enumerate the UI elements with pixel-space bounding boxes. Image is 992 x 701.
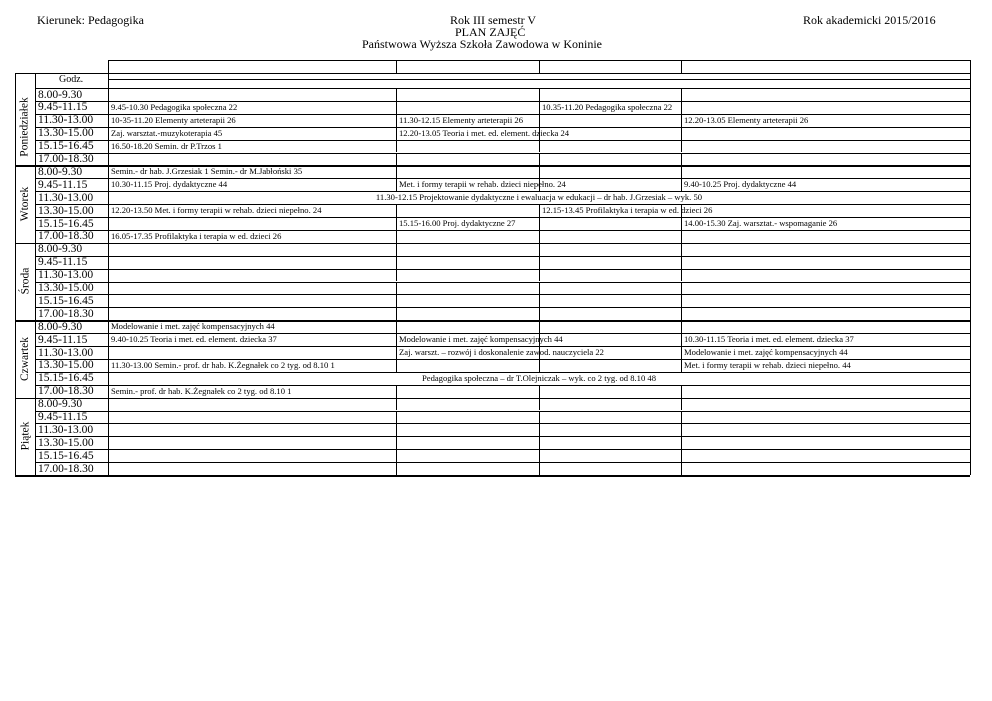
column-line xyxy=(681,333,682,346)
column-line xyxy=(396,320,397,333)
column-line xyxy=(396,230,397,243)
column-line xyxy=(396,153,397,166)
column-line xyxy=(539,230,540,243)
class-entry: 9.45-10.30 Pedagogika społeczna 22 xyxy=(111,101,238,112)
column-line xyxy=(681,385,682,398)
column-line xyxy=(681,256,682,269)
column-line xyxy=(539,256,540,269)
column-line xyxy=(396,411,397,424)
column-line xyxy=(681,140,682,153)
column-line xyxy=(681,320,682,333)
time-slot: 13.30-15.00 xyxy=(38,204,94,217)
column-line xyxy=(539,449,540,462)
column-line xyxy=(539,385,540,398)
class-entry: 12.15-13.45 Profilaktyka i terapia w ed. dzieci 26 xyxy=(542,205,713,216)
column-line xyxy=(539,423,540,436)
column-line xyxy=(681,436,682,449)
row-line xyxy=(35,269,970,270)
row-line xyxy=(35,436,970,437)
column-line xyxy=(396,101,397,114)
time-slot: 17.00-18.30 xyxy=(38,153,94,165)
column-line xyxy=(396,333,397,346)
column-line xyxy=(681,359,682,372)
time-slot: 8.00-9.30 xyxy=(38,398,83,411)
field-of-study: Kierunek: Pedagogika xyxy=(37,13,144,27)
class-entry: 9.40-10.25 Proj. dydaktyczne 44 xyxy=(684,179,797,190)
column-line xyxy=(396,385,397,398)
class-entry: Pedagogika społeczna – dr T.Olejniczak – wyk. co 2 tyg. od 8.10 48 xyxy=(421,372,657,383)
row-line xyxy=(35,256,970,257)
class-entry: 10.35-11.20 Pedagogika społeczna 22 xyxy=(542,101,673,112)
column-line xyxy=(681,230,682,243)
class-entry: Met. i formy terapii w rehab. dzieci niepełno. 24 xyxy=(399,179,566,190)
column-line xyxy=(396,462,397,475)
column-line xyxy=(681,398,682,411)
column-line xyxy=(396,256,397,269)
time-slot: 8.00-9.30 xyxy=(38,165,83,178)
time-slot: 9.45-11.15 xyxy=(38,333,88,346)
row-line xyxy=(35,282,970,283)
time-slot: 13.30-15.00 xyxy=(38,436,94,449)
header-line xyxy=(15,73,970,74)
column-line xyxy=(396,178,397,191)
column-line xyxy=(681,307,682,320)
day-separator-line xyxy=(15,243,970,245)
time-slot: 9.45-11.15 xyxy=(38,256,88,269)
day-column-line xyxy=(35,73,36,475)
column-line xyxy=(539,411,540,424)
day-label xyxy=(15,165,35,242)
column-line xyxy=(539,436,540,449)
column-line xyxy=(681,178,682,191)
time-slot: 13.30-15.00 xyxy=(38,282,94,294)
time-slot: 9.45-11.15 xyxy=(38,178,88,191)
time-slot: 13.30-15.00 xyxy=(38,359,94,372)
column-line xyxy=(681,282,682,295)
column-line xyxy=(396,282,397,295)
time-slot: 15.15-16.45 xyxy=(38,372,94,385)
class-entry: 10-35-11.20 Elementy arteterapii 26 xyxy=(111,114,236,125)
class-entry: Modelowanie i met. zajęć kompensacyjnych 44 xyxy=(684,347,848,357)
column-line xyxy=(539,282,540,295)
column-line xyxy=(539,114,540,127)
column-line xyxy=(396,423,397,436)
column-line xyxy=(396,269,397,282)
column-line xyxy=(396,294,397,307)
day-label-text: Poniedziałek xyxy=(19,96,31,157)
column-line xyxy=(681,127,682,140)
column-line xyxy=(396,127,397,140)
class-entry: 11.30-12.15 Elementy arteterapii 26 xyxy=(399,114,524,125)
header-bottom-line xyxy=(35,88,970,89)
time-slot: 17.00-18.30 xyxy=(38,462,94,475)
time-slot: 9.45-11.15 xyxy=(38,411,88,423)
column-line xyxy=(681,217,682,230)
row-line xyxy=(35,153,970,154)
day-label-text: Czwartek xyxy=(19,336,32,381)
column-line xyxy=(396,436,397,449)
day-label xyxy=(15,320,35,397)
header-column-line xyxy=(396,60,397,73)
column-line xyxy=(539,398,540,411)
day-label xyxy=(15,243,35,320)
column-line xyxy=(539,269,540,282)
row-line xyxy=(35,462,970,463)
day-label-text: Piątek xyxy=(19,421,31,451)
class-entry: Semin.- prof. dr hab. K.Żegnałek co 2 tyg. od 8.10 1 xyxy=(111,385,292,396)
column-line xyxy=(539,294,540,307)
day-label xyxy=(15,398,35,475)
class-entry: 10.30-11.15 Teoria i met. ed. element. dziecka 37 xyxy=(684,334,854,345)
class-entry: Modelowanie i met. zajęć kompensacyjnych 44 xyxy=(111,321,275,332)
column-line xyxy=(539,243,540,256)
column-line xyxy=(396,449,397,462)
column-line xyxy=(681,269,682,282)
time-slot: 15.15-16.45 xyxy=(38,217,94,230)
class-entry: 16.50-18.20 Semin. dr P.Trzos 1 xyxy=(111,140,222,151)
time-slot: 9.45-11.15 xyxy=(38,101,88,114)
column-line xyxy=(396,114,397,127)
column-line xyxy=(539,359,540,372)
time-slot: 15.15-16.45 xyxy=(38,294,94,307)
class-entry: 12.20-13.05 Elementy arteterapii 26 xyxy=(684,114,809,125)
hours-header: Godz. xyxy=(59,74,84,85)
column-line xyxy=(396,204,397,217)
table-right-line xyxy=(970,60,971,475)
time-slot: 11.30-13.00 xyxy=(38,269,94,282)
day-label xyxy=(15,88,35,165)
column-line xyxy=(396,243,397,256)
column-line xyxy=(396,307,397,320)
class-entry: 11.30-13.00 Semin.- prof. dr hab. K.Żegnałek co 2 tyg. od 8.10 1 xyxy=(111,359,335,370)
time-slot: 15.15-16.45 xyxy=(38,140,94,153)
column-line xyxy=(681,449,682,462)
class-entry: Semin.- dr hab. J.Grzesiak 1 Semin.- dr M.Jabłoński 35 xyxy=(111,166,303,177)
column-line xyxy=(681,88,682,101)
plan-title: PLAN ZAJĘĆ xyxy=(455,25,526,39)
academic-year: Rok akademicki 2015/2016 xyxy=(803,13,936,27)
year-semester: Rok III semestr V xyxy=(450,13,537,27)
header-column-line xyxy=(539,60,540,73)
class-entry: 14.00-15.30 Zaj. warsztat.- wspomaganie 26 xyxy=(684,218,838,228)
class-entry: 12.20-13.50 Met. i formy terapii w rehab. dzieci niepełno. 24 xyxy=(111,205,322,216)
day-separator-line xyxy=(15,475,970,477)
day-label-text: Środa xyxy=(19,268,31,295)
column-line xyxy=(539,88,540,101)
header-column-line xyxy=(681,60,682,73)
time-slot: 17.00-18.30 xyxy=(38,385,94,398)
column-line xyxy=(681,153,682,166)
column-line xyxy=(681,462,682,475)
time-slot: 8.00-9.30 xyxy=(38,88,83,101)
column-line xyxy=(681,243,682,256)
time-slot: 13.30-15.00 xyxy=(38,127,94,140)
time-slot: 15.15-16.45 xyxy=(38,449,94,462)
column-line xyxy=(396,359,397,372)
day-label-text: Wtorek xyxy=(19,186,32,222)
column-line xyxy=(681,101,682,114)
row-line xyxy=(35,411,970,412)
column-line xyxy=(539,153,540,166)
column-line xyxy=(539,462,540,475)
class-entry: 15.15-16.00 Proj. dydaktyczne 27 xyxy=(399,218,516,228)
time-slot: 11.30-13.00 xyxy=(38,191,94,204)
column-line xyxy=(539,320,540,333)
class-entry: 12.20-13.05 Teoria i met. ed. element. dziecka 24 xyxy=(399,127,570,138)
class-entry: Zaj. warsztat.-muzykoterapia 45 xyxy=(111,127,223,138)
class-entry: Met. i formy terapii w rehab. dzieci niepełno. 44 xyxy=(684,359,851,370)
class-entry: 9.40-10.25 Teoria i met. ed. element. dziecka 37 xyxy=(111,334,277,345)
class-entry: 16.05-17.35 Profilaktyka i terapia w ed. dzieci 26 xyxy=(111,230,282,241)
row-line xyxy=(35,307,970,308)
column-line xyxy=(681,294,682,307)
class-entry: 10.30-11.15 Proj. dydaktyczne 44 xyxy=(111,179,228,190)
time-slot: 11.30-13.00 xyxy=(38,346,94,359)
column-line xyxy=(681,165,682,178)
class-entry: Zaj. warszt. – rozwój i doskonalenie zawod. nauczyciela 22 xyxy=(399,347,604,357)
column-line xyxy=(396,88,397,101)
row-line xyxy=(35,449,970,450)
column-line xyxy=(539,307,540,320)
time-slot: 17.00-18.30 xyxy=(38,307,94,320)
column-line xyxy=(396,398,397,411)
class-entry: 11.30-12.15 Projektowanie dydaktyczne i ewaluacja w edukacji – dr hab. J.Grzesiak – wyk. 50 xyxy=(375,192,703,203)
class-entry: Modelowanie i met. zajęć kompensacyjnych 44 xyxy=(399,334,563,345)
column-line xyxy=(539,204,540,217)
column-line xyxy=(681,114,682,127)
time-slot: 8.00-9.30 xyxy=(38,320,83,333)
column-line xyxy=(539,140,540,153)
school-name: Państwowa Wyższa Szkoła Zawodowa w Koninie xyxy=(362,37,602,51)
day-separator-line xyxy=(15,398,970,400)
row-line xyxy=(35,423,970,424)
column-line xyxy=(539,165,540,178)
column-line xyxy=(681,423,682,436)
column-line xyxy=(396,217,397,230)
row-line xyxy=(35,294,970,295)
column-line xyxy=(396,346,397,359)
column-line xyxy=(681,346,682,359)
time-slot: 17.00-18.30 xyxy=(38,230,94,243)
time-slot: 11.30-13.00 xyxy=(38,423,94,436)
column-line xyxy=(396,165,397,178)
column-line xyxy=(396,140,397,153)
column-line xyxy=(681,411,682,424)
time-slot: 11.30-13.00 xyxy=(38,114,94,127)
time-slot: 8.00-9.30 xyxy=(38,243,83,256)
time-column-line xyxy=(108,60,109,475)
column-line xyxy=(539,217,540,230)
header-sub-line xyxy=(108,79,970,80)
column-line xyxy=(539,101,540,114)
